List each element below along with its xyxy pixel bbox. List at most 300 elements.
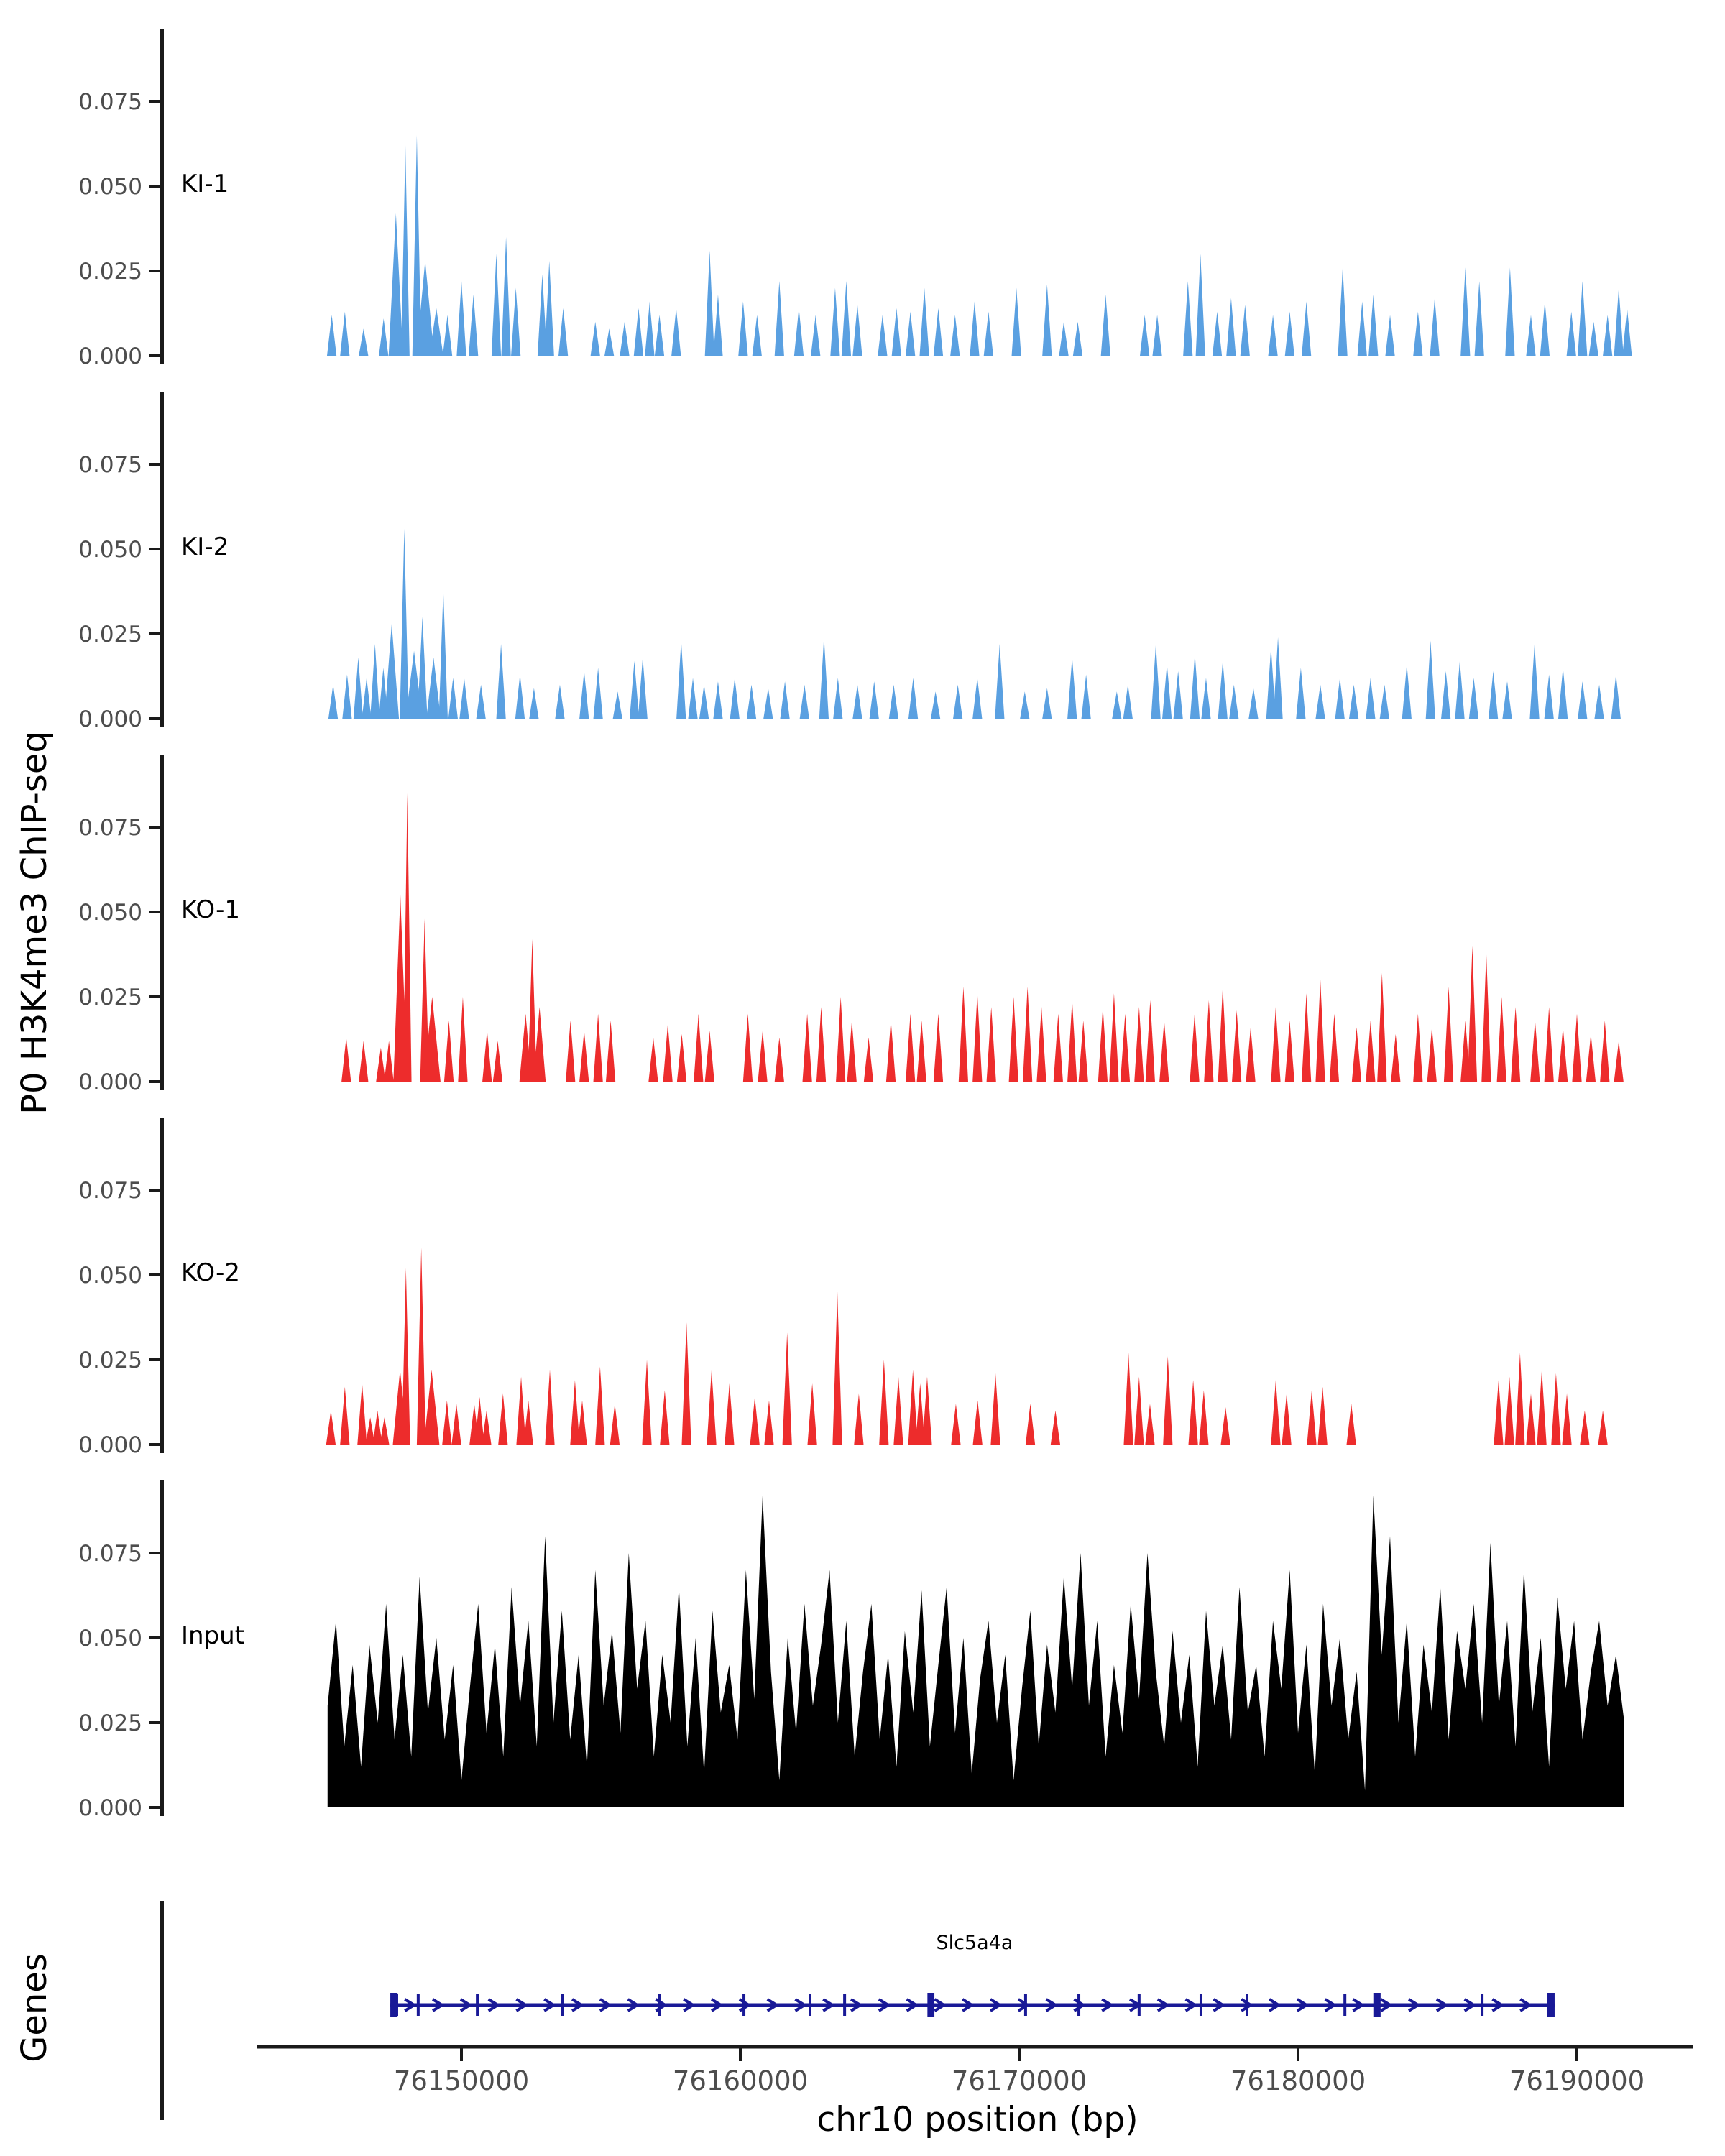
signal-peak (730, 678, 740, 719)
signal-peak (417, 1248, 426, 1445)
signal-peak (1545, 675, 1554, 719)
signal-peak (1551, 1373, 1560, 1445)
y-tick-label: 0.025 (78, 985, 142, 1010)
signal-peak (501, 237, 510, 356)
signal-peak (1502, 681, 1512, 719)
signal-peak (931, 691, 940, 719)
y-tick-label: 0.075 (78, 452, 142, 478)
signal-peak (847, 1021, 857, 1082)
y-axis-title: P0 H3K4me3 ChIP-seq (14, 731, 55, 1115)
y-tick-label: 0.000 (78, 1795, 142, 1821)
y-tick-label: 0.000 (78, 1069, 142, 1095)
signal-peak (1614, 1041, 1624, 1082)
signal-peak (1302, 993, 1311, 1082)
x-tick-label: 76150000 (393, 2065, 530, 2096)
signal-peak (1347, 1404, 1356, 1445)
signal-peak (1271, 1007, 1280, 1082)
y-tick-label: 0.075 (78, 89, 142, 115)
signal-peak (1368, 295, 1378, 356)
signal-peak (594, 668, 603, 719)
signal-peak (688, 678, 697, 719)
signal-peak (1073, 322, 1082, 356)
signal-peak (707, 1370, 716, 1445)
signal-peak (443, 315, 452, 356)
signal-peak (591, 322, 600, 356)
signal-peak (1497, 997, 1506, 1082)
signal-peak (1537, 1370, 1547, 1445)
signal-peak (1213, 312, 1222, 356)
signal-peak (1572, 1014, 1581, 1082)
signal-peak (1121, 1014, 1130, 1082)
signal-peak (800, 685, 809, 719)
signal-peak (1201, 678, 1210, 719)
signal-peak (972, 678, 982, 719)
signal-peak (1558, 668, 1568, 719)
signal-peak (1109, 993, 1118, 1082)
signal-peak (1430, 298, 1440, 356)
signal-peak (340, 1387, 349, 1445)
signal-peak (747, 685, 756, 719)
signal-peak (1218, 661, 1228, 719)
signal-peak (620, 322, 629, 356)
signal-peak (385, 624, 399, 719)
signal-peak (1349, 685, 1358, 719)
signal-peak (570, 1380, 579, 1445)
signal-peak (973, 1401, 983, 1445)
signal-peak (1082, 675, 1091, 719)
signal-peak (610, 1404, 620, 1445)
signal-peak (1026, 1404, 1035, 1445)
signal-peak (1567, 312, 1576, 356)
signal-peak (1226, 298, 1236, 356)
signal-peak (1580, 1411, 1589, 1445)
signal-peak (1296, 668, 1305, 719)
signal-peak (1190, 654, 1200, 719)
signal-peak (764, 1401, 773, 1445)
signal-peak (418, 617, 428, 719)
signal-peak (950, 315, 960, 356)
signal-peak (984, 312, 993, 356)
signal-peak (889, 685, 898, 719)
signal-peak (1455, 661, 1464, 719)
signal-peak (342, 675, 351, 719)
signal-peak (1611, 675, 1621, 719)
signal-peak (1413, 1014, 1422, 1082)
signal-peak (1134, 1377, 1144, 1445)
signal-peak (1444, 987, 1453, 1082)
signal-peak (1199, 1390, 1208, 1445)
signal-peak (934, 1014, 943, 1082)
y-tick-label: 0.000 (78, 706, 142, 732)
signal-peak (1315, 980, 1325, 1082)
y-tick-label: 0.050 (78, 174, 142, 200)
signal-peak (566, 1021, 575, 1082)
signal-peak (816, 1007, 826, 1082)
signal-peak (1248, 688, 1258, 719)
signal-peak (1042, 285, 1052, 356)
signal-peak (606, 1021, 615, 1082)
exon-block (1547, 1993, 1554, 2017)
signal-peak (743, 1014, 753, 1082)
signal-peak (613, 691, 622, 719)
signal-peak (705, 251, 714, 356)
signal-peak (458, 997, 467, 1082)
signal-peak (1315, 685, 1325, 719)
signal-peak (1151, 644, 1161, 719)
signal-peak (1020, 691, 1029, 719)
signal-peak (1112, 691, 1121, 719)
signal-peak (1426, 640, 1435, 719)
signal-peak (497, 644, 506, 719)
y-tick-label: 0.075 (78, 815, 142, 841)
track-label-Input: Input (181, 1621, 245, 1650)
signal-peak (1124, 1353, 1133, 1445)
signal-peak (362, 678, 371, 719)
signal-peak (1268, 315, 1277, 356)
signal-peak (972, 993, 982, 1082)
signal-peak (482, 1411, 491, 1445)
signal-peak (359, 1041, 368, 1082)
signal-peak (1505, 1377, 1514, 1445)
signal-peak (987, 1007, 996, 1082)
signal-peak (830, 288, 840, 356)
signal-peak (577, 1401, 586, 1445)
signal-peak (1460, 267, 1470, 356)
signal-peak (1622, 308, 1632, 356)
signal-peak (340, 312, 349, 356)
signal-peak (682, 1322, 691, 1445)
signal-peak (1067, 658, 1077, 719)
signal-peak (1318, 1387, 1328, 1445)
signal-peak (326, 1411, 336, 1445)
signal-peak (699, 685, 709, 719)
signal-peak (879, 1360, 888, 1445)
exon-block (1374, 1993, 1381, 2017)
signal-peak (357, 1383, 367, 1445)
signal-peak (1042, 688, 1052, 719)
signal-peak (750, 1397, 760, 1445)
signal-peak (1054, 1014, 1063, 1082)
signal-peak (694, 1014, 703, 1082)
y-tick-label: 0.025 (78, 622, 142, 648)
signal-peak (724, 1383, 734, 1445)
signal-peak (1174, 671, 1183, 719)
signal-peak (832, 1292, 842, 1445)
signal-peak (1530, 1021, 1540, 1082)
signal-peak (1603, 315, 1612, 356)
signal-peak (919, 288, 929, 356)
signal-peak (763, 688, 773, 719)
signal-peak (1505, 267, 1514, 356)
signal-peak (886, 1021, 896, 1082)
signal-peak (1330, 1014, 1339, 1082)
signal-peak (1159, 1021, 1169, 1082)
signal-peak (908, 1370, 918, 1445)
x-axis-title: chr10 position (bp) (816, 2100, 1138, 2139)
signal-peak (385, 1041, 394, 1082)
signal-peak (1402, 664, 1412, 719)
signal-peak (1589, 322, 1598, 356)
signal-peak (1338, 267, 1347, 356)
x-tick-label: 76160000 (672, 2065, 809, 2096)
signal-peak (426, 658, 441, 719)
signal-peak (594, 1014, 603, 1082)
signal-peak (451, 1404, 461, 1445)
signal-peak (854, 1393, 863, 1445)
signal-peak (1475, 281, 1484, 356)
y-tick-label: 0.000 (78, 1432, 142, 1458)
signal-peak (1427, 1027, 1437, 1082)
signal-peak (477, 685, 486, 719)
signal-peak (1152, 315, 1162, 356)
signal-peak (775, 1038, 784, 1082)
signal-peak (555, 685, 564, 719)
signal-peak (1530, 644, 1539, 719)
signal-peak (442, 1401, 451, 1445)
signal-peak (498, 1393, 507, 1445)
signal-peak (1352, 1027, 1361, 1082)
signal-peak (1441, 671, 1450, 719)
signal-peak (1385, 315, 1394, 356)
signal-peak (1051, 1411, 1060, 1445)
track-label-KI-2: KI-2 (181, 533, 229, 561)
x-tick-label: 76170000 (951, 2065, 1087, 2096)
signal-peak (1600, 1021, 1609, 1082)
signal-peak (892, 308, 901, 356)
signal-peak (676, 640, 686, 719)
signal-peak (1335, 678, 1345, 719)
signal-peak (1358, 301, 1367, 356)
signal-peak (852, 305, 862, 356)
signal-peak (1366, 678, 1375, 719)
signal-peak (402, 1268, 410, 1445)
signal-peak (558, 308, 568, 356)
signal-peak (870, 681, 879, 719)
signal-peak (753, 315, 762, 356)
signal-peak (545, 1370, 554, 1445)
signal-peak (1526, 1393, 1535, 1445)
signal-peak (354, 658, 363, 719)
signal-peak (1515, 1353, 1524, 1445)
signal-peak (783, 1332, 792, 1445)
signal-peak (836, 997, 845, 1082)
signal-peak (579, 1031, 589, 1082)
signal-peak (1366, 1021, 1375, 1082)
signal-peak (645, 301, 654, 356)
signal-peak (648, 1038, 658, 1082)
signal-peak (671, 308, 681, 356)
y-tick-label: 0.075 (78, 1178, 142, 1204)
signal-peak (1204, 1000, 1213, 1082)
x-axis (257, 2047, 1693, 2096)
track-label-KO-1: KO-1 (181, 895, 241, 924)
signal-peak (1469, 678, 1478, 719)
track-label-KI-1: KI-1 (181, 170, 229, 198)
signal-peak (1578, 681, 1587, 719)
signal-peak (439, 590, 448, 719)
signal-peak (492, 254, 501, 356)
signal-peak (1614, 288, 1624, 356)
signal-peak (1598, 1411, 1607, 1445)
exon-block (927, 1993, 934, 2017)
signal-peak (934, 308, 943, 356)
signal-peak (359, 328, 368, 356)
signal-peak (1545, 1007, 1554, 1082)
signal-peak (545, 261, 554, 356)
signal-track-KO-1 (78, 755, 1624, 1095)
y-tick-label: 0.025 (78, 259, 142, 285)
signal-peak (917, 1021, 926, 1082)
signal-peak (403, 793, 412, 1082)
signal-peak (1123, 685, 1133, 719)
y-tick-label: 0.050 (78, 537, 142, 563)
signal-track-Input (78, 1480, 1624, 1821)
signal-peak (705, 1031, 714, 1082)
signal-area (328, 1496, 1624, 1807)
y-tick-label: 0.050 (78, 1626, 142, 1651)
signal-peak (1241, 305, 1250, 356)
signal-peak (864, 1038, 873, 1082)
signal-peak (424, 1370, 440, 1445)
signal-peak (1562, 1393, 1571, 1445)
signal-peak (1558, 1027, 1568, 1082)
signal-peak (1140, 315, 1149, 356)
signal-peak (1079, 1021, 1088, 1082)
gene-label: Slc5a4a (936, 1932, 1013, 1954)
signal-peak (1282, 1393, 1291, 1445)
signal-peak (1307, 1390, 1316, 1445)
signal-peak (1391, 1034, 1400, 1082)
signal-peak (842, 281, 851, 356)
signal-peak (493, 1041, 502, 1082)
signal-peak (1246, 1027, 1255, 1082)
signal-peak (803, 1014, 812, 1082)
signal-peak (448, 678, 458, 719)
signal-peak (1163, 1356, 1172, 1445)
signal-peak (1012, 288, 1021, 356)
signal-peak (922, 1377, 932, 1445)
signal-peak (1594, 685, 1604, 719)
y-tick-label: 0.000 (78, 344, 142, 369)
signal-peak (1134, 1007, 1144, 1082)
signal-peak (1229, 685, 1238, 719)
signal-peak (379, 318, 388, 356)
signal-peak (595, 1366, 604, 1445)
signal-peak (893, 1377, 903, 1445)
signal-peak (579, 671, 589, 719)
signal-peak (908, 678, 918, 719)
signal-peak (1526, 315, 1535, 356)
signal-peak (1059, 322, 1068, 356)
signal-peak (1183, 281, 1192, 356)
signal-peak (469, 295, 478, 356)
signal-peak (370, 644, 380, 719)
y-tick-label: 0.025 (78, 1710, 142, 1736)
signal-peak (1377, 973, 1386, 1082)
signal-peak (1036, 1007, 1046, 1082)
signal-peak (642, 1360, 651, 1445)
signal-peak (524, 1401, 533, 1445)
signal-peak (959, 987, 968, 1082)
signal-peak (1586, 1034, 1596, 1082)
x-tick-label: 76190000 (1509, 2065, 1645, 2096)
signal-peak (819, 637, 829, 719)
signal-peak (1190, 1014, 1199, 1082)
signal-peak (515, 675, 525, 719)
signal-peak (1009, 997, 1018, 1082)
signal-peak (1145, 1404, 1154, 1445)
signal-peak (878, 315, 887, 356)
signal-peak (376, 1048, 385, 1082)
signal-peak (906, 312, 915, 356)
signal-peak (529, 688, 538, 719)
signal-peak (1481, 953, 1491, 1082)
signal-peak (630, 661, 639, 719)
signal-peak (444, 1021, 454, 1082)
signal-peak (775, 281, 784, 356)
signal-peak (1271, 1380, 1280, 1445)
signal-peak (401, 145, 410, 356)
signal-peak (1285, 1021, 1294, 1082)
exon-block (390, 1993, 397, 2017)
track-label-KO-2: KO-2 (181, 1258, 241, 1287)
signal-peak (638, 658, 648, 719)
signal-peak (1494, 1380, 1503, 1445)
signal-peak (1413, 312, 1422, 356)
signal-peak (1273, 637, 1282, 719)
signal-peak (511, 288, 520, 356)
signal-peak (738, 301, 748, 356)
signal-peak (713, 295, 722, 356)
signal-peak (1302, 301, 1311, 356)
signal-peak (380, 1417, 389, 1445)
signal-peak (1146, 1000, 1155, 1082)
y-tick-label: 0.050 (78, 900, 142, 926)
signal-peak (1489, 671, 1498, 719)
signal-track-KI-1 (78, 29, 1632, 369)
signal-peak (990, 1373, 1000, 1445)
signal-peak (1101, 295, 1110, 356)
signal-peak (1540, 301, 1550, 356)
signal-peak (1578, 281, 1587, 356)
signal-peak (327, 315, 336, 356)
signal-peak (953, 685, 962, 719)
signal-peak (1232, 1010, 1241, 1082)
signal-peak (663, 1024, 673, 1082)
signal-peak (951, 1404, 960, 1445)
signal-peak (713, 681, 722, 719)
signal-peak (852, 685, 862, 719)
signal-peak (833, 678, 842, 719)
signal-peak (482, 1031, 492, 1082)
signal-peak (1067, 1000, 1077, 1082)
signal-peak (677, 1034, 686, 1082)
signal-peak (456, 281, 466, 356)
y-tick-label: 0.075 (78, 1541, 142, 1567)
signal-peak (389, 213, 403, 356)
signal-peak (811, 315, 820, 356)
signal-peak (516, 1377, 525, 1445)
signal-peak (1162, 664, 1172, 719)
signal-peak (906, 1014, 915, 1082)
x-tick-label: 76180000 (1230, 2065, 1366, 2096)
signal-peak (459, 678, 469, 719)
y-tick-label: 0.050 (78, 1263, 142, 1289)
signal-peak (604, 328, 614, 356)
signal-track-KI-2 (78, 392, 1621, 732)
signal-peak (970, 301, 979, 356)
signal-peak (400, 529, 408, 719)
